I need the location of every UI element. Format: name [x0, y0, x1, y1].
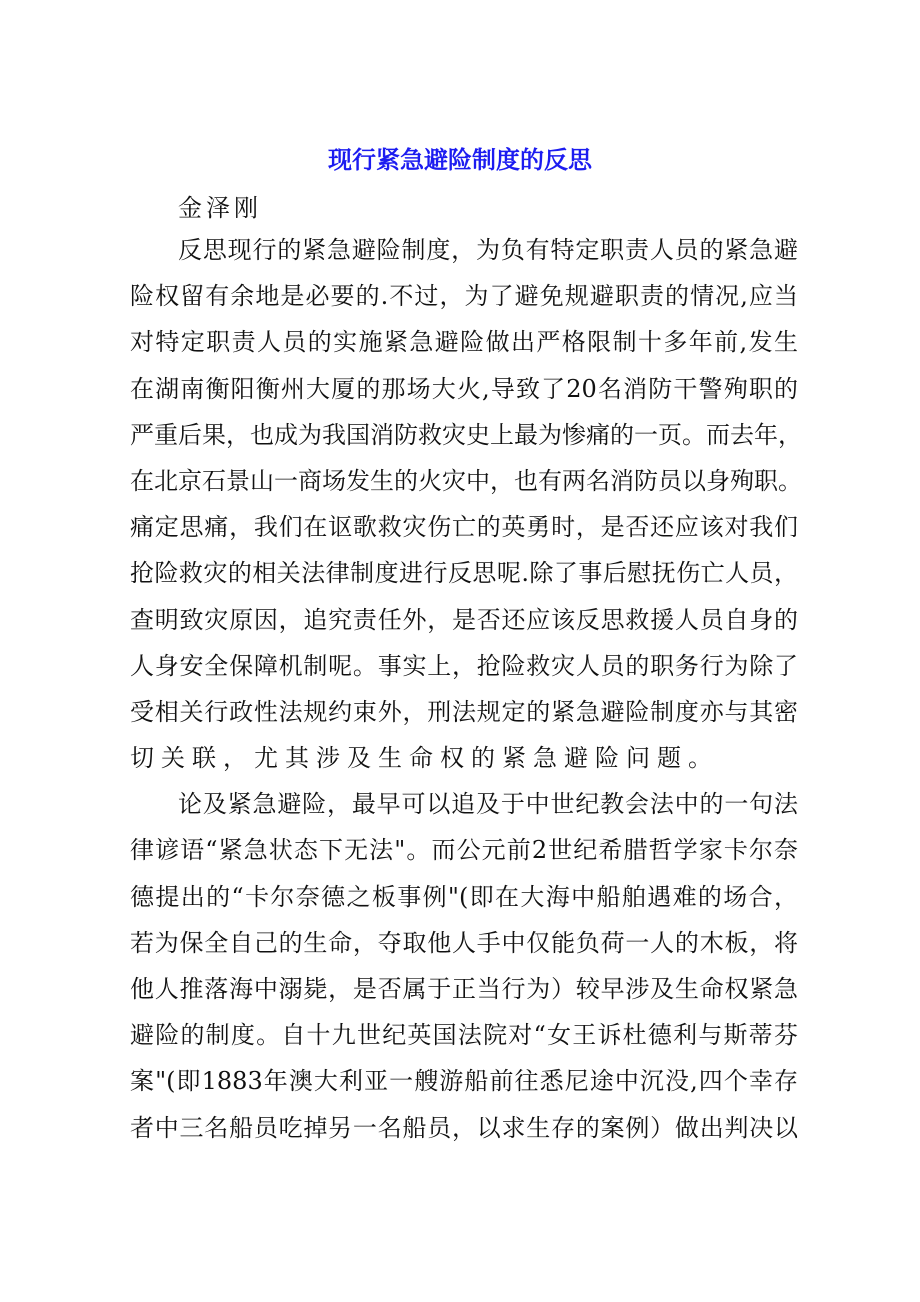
- text-line: 切关联，尤其涉及生命权的紧急避险问题。: [130, 744, 719, 773]
- text-line: 查明致灾原因，追究责任外，是否还应该反思救援人员自身的: [130, 605, 798, 634]
- text-line: 论及紧急避险，最早可以追及于中世纪教会法中的一句法: [178, 790, 798, 819]
- text-line: 抢险救灾的相关法律制度进行反思呢.除了事后慰抚伤亡人员，: [130, 559, 798, 588]
- text-line: 痛定思痛，我们在讴歌救灾伤亡的英勇时，是否还应该对我们: [130, 513, 798, 542]
- text-line: 律谚语“紧急状态下无法"。而公元前2世纪希腊哲学家卡尔奈: [130, 836, 798, 865]
- text-line: 者中三名船员吃掉另一名船员，以求生存的案例）做出判决以: [130, 1113, 798, 1142]
- text-line: 人身安全保障机制呢。事实上，抢险救灾人员的职务行为除了: [130, 651, 798, 680]
- text-line: 险权留有余地是必要的.不过，为了避免规避职责的情况,应当: [130, 282, 798, 311]
- text-line: 反思现行的紧急避险制度，为负有特定职责人员的紧急避: [178, 236, 798, 264]
- text-line: 避险的制度。自十九世纪英国法院对“女王诉杜德利与斯蒂芬: [130, 1021, 798, 1050]
- text-line: 在湖南衡阳衡州大厦的那场大火,导致了20名消防干警殉职的: [130, 374, 798, 403]
- document-body: [130, 232, 802, 1156]
- document-title: 现行紧急避险制度的反思: [328, 146, 592, 174]
- text-line: 对特定职责人员的实施紧急避险做出严格限制十多年前,发生: [130, 328, 798, 357]
- text-line: 受相关行政性法规约束外，刑法规定的紧急避险制度亦与其密: [130, 697, 798, 726]
- paragraph-2: [130, 786, 798, 1156]
- text-line: 严重后果，也成为我国消防救灾史上最为惨痛的一页。而去年，: [130, 420, 802, 449]
- text-line: 在北京石景山一商场发生的火灾中，也有两名消防员以身殉职。: [130, 466, 802, 495]
- author-name: 金泽刚: [178, 194, 262, 222]
- text-line: 案"(即1883年澳大利亚一艘游船前往悉尼途中沉没,四个幸存: [130, 1067, 798, 1096]
- text-line: 德提出的“卡尔奈德之板事例"(即在大海中船舶遇难的场合，: [130, 882, 798, 911]
- text-line: 他人推落海中溺毙，是否属于正当行为）较早涉及生命权紧急: [130, 975, 798, 1003]
- paragraph-1: [130, 232, 802, 786]
- text-line: 若为保全自己的生命，夺取他人手中仅能负荷一人的木板，将: [130, 928, 798, 957]
